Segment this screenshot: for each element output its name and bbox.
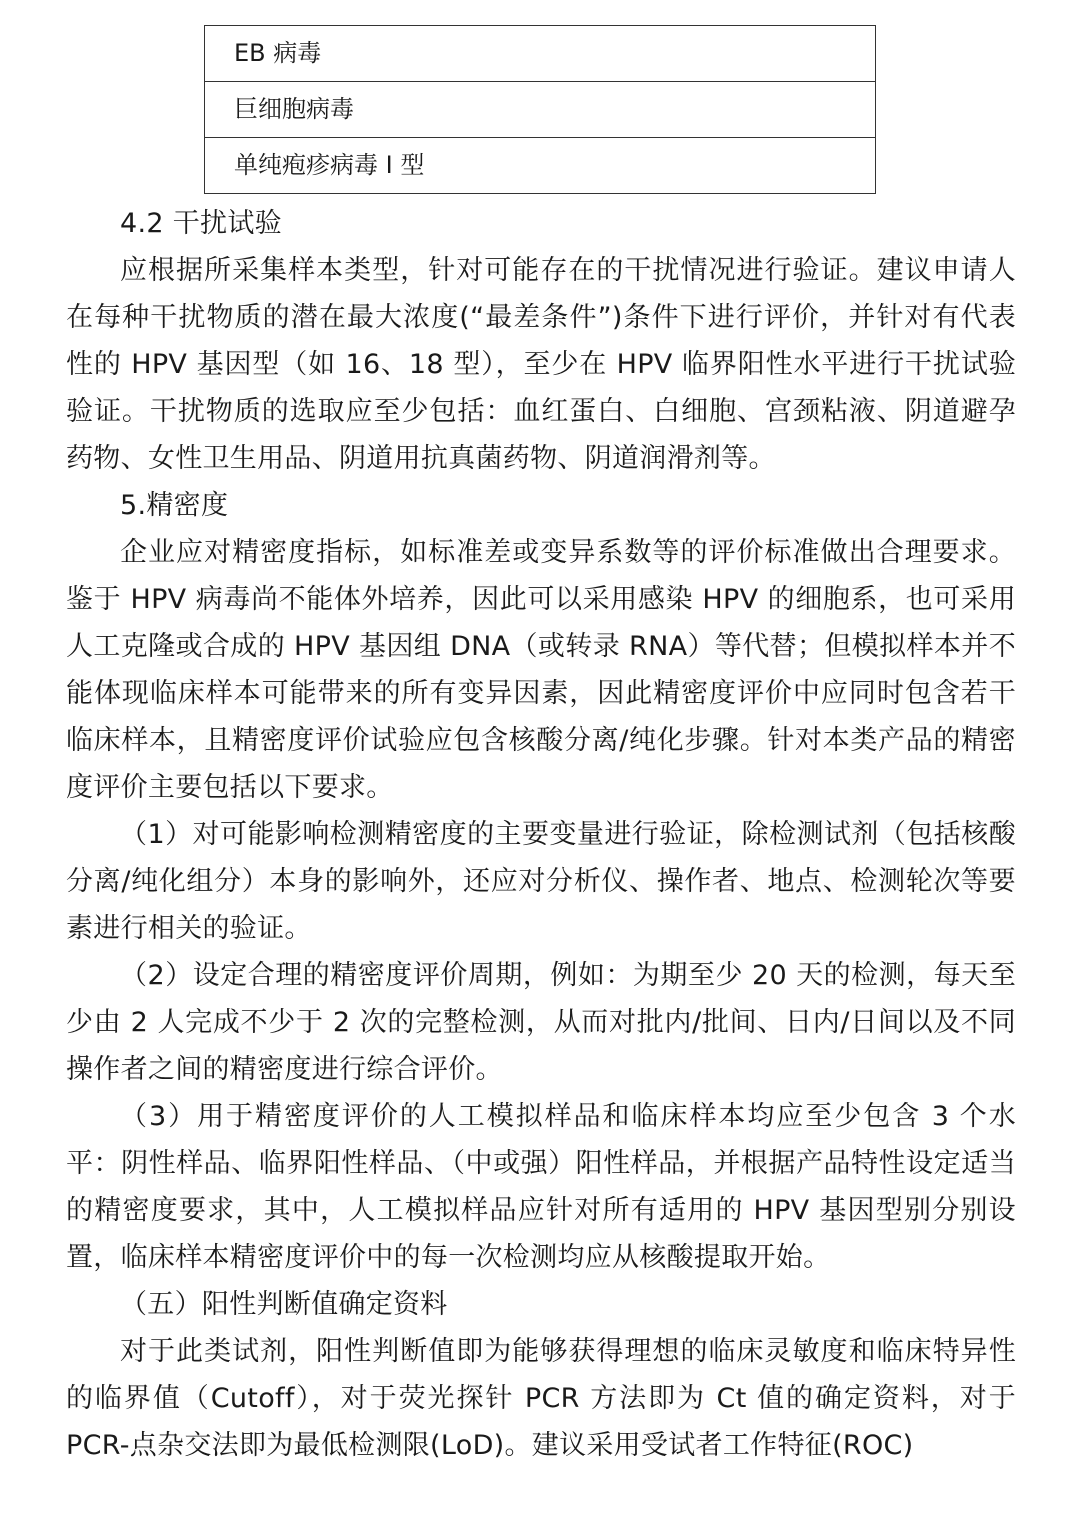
section-heading-4-2: 4.2 干扰试验 (120, 208, 282, 239)
section-heading-cutoff: （五）阳性判断值确定资料 (120, 1289, 448, 1320)
paragraph-precision-intro: 企业应对精密度指标，如标准差或变异系数等的评价标准做出合理要求。鉴于 HPV 病毒尚不能体外培养，因此可以采用感染 HPV 的细胞系，也可采用人工克隆或合成的 HPV 基因组 DNA（或转录 RNA）等代替；但模拟样本并不能体现临床样本可能带来的所有变异因素，因此精密度评价中应同时包含若干临床样本，且精密度评价试验应包含核酸分离/纯化步骤。针对本类产品的精密度评价主要包括以下要求。 (66, 537, 1016, 803)
table-cell: 巨细胞病毒 (205, 82, 876, 138)
paragraph-precision-item-2: （2）设定合理的精密度评价周期，例如：为期至少 20 天的检测，每天至少由 2 人完成不少于 2 次的完整检测，从而对批内/批间、日内/日间以及不同操作者之间的精密度进行综合评价。 (66, 960, 1016, 1085)
paragraph-interference: 应根据所采集样本类型，针对可能存在的干扰情况进行验证。建议申请人在每种干扰物质的潜在最大浓度(“最差条件”)条件下进行评价，并针对有代表性的 HPV 基因型（如 16、18 型），至少在 HPV 临界阳性水平进行干扰试验验证。干扰物质的选取应至少包括：血红蛋白、白细胞、宫颈粘液、阴道避孕药物、女性卫生用品、阴道用抗真菌药物、阴道润滑剂等。 (66, 255, 1016, 474)
paragraph-precision-item-3: （3）用于精密度评价的人工模拟样品和临床样本均应至少包含 3 个水平：阴性样品、临界阳性样品、（中或强）阳性样品，并根据产品特性设定适当的精密度要求，其中，人工模拟样品应针对所有适用的 HPV 基因型别分别设置，临床样本精密度评价中的每一次检测均应从核酸提取开始。 (66, 1101, 1016, 1273)
table-row (205, 82, 876, 138)
virus-table (204, 25, 876, 194)
paragraph-cutoff: 对于此类试剂，阳性判断值即为能够获得理想的临床灵敏度和临床特异性的临界值（Cutoff），对于荧光探针 PCR 方法即为 Ct 值的确定资料，对于 PCR-点杂交法即为最低检测限(LoD)。建议采用受试者工作特征(ROC) (66, 1336, 1016, 1461)
table-cell: EB 病毒 (205, 26, 876, 82)
body-text (66, 200, 1016, 1469)
table-row (205, 26, 876, 82)
section-heading-precision: 5.精密度 (120, 490, 229, 521)
table-row (205, 138, 876, 194)
paragraph-precision-item-1: （1）对可能影响检测精密度的主要变量进行验证，除检测试剂（包括核酸分离/纯化组分）本身的影响外，还应对分析仪、操作者、地点、检测轮次等要素进行相关的验证。 (66, 819, 1016, 944)
table-cell: 单纯疱疹病毒 I 型 (205, 138, 876, 194)
